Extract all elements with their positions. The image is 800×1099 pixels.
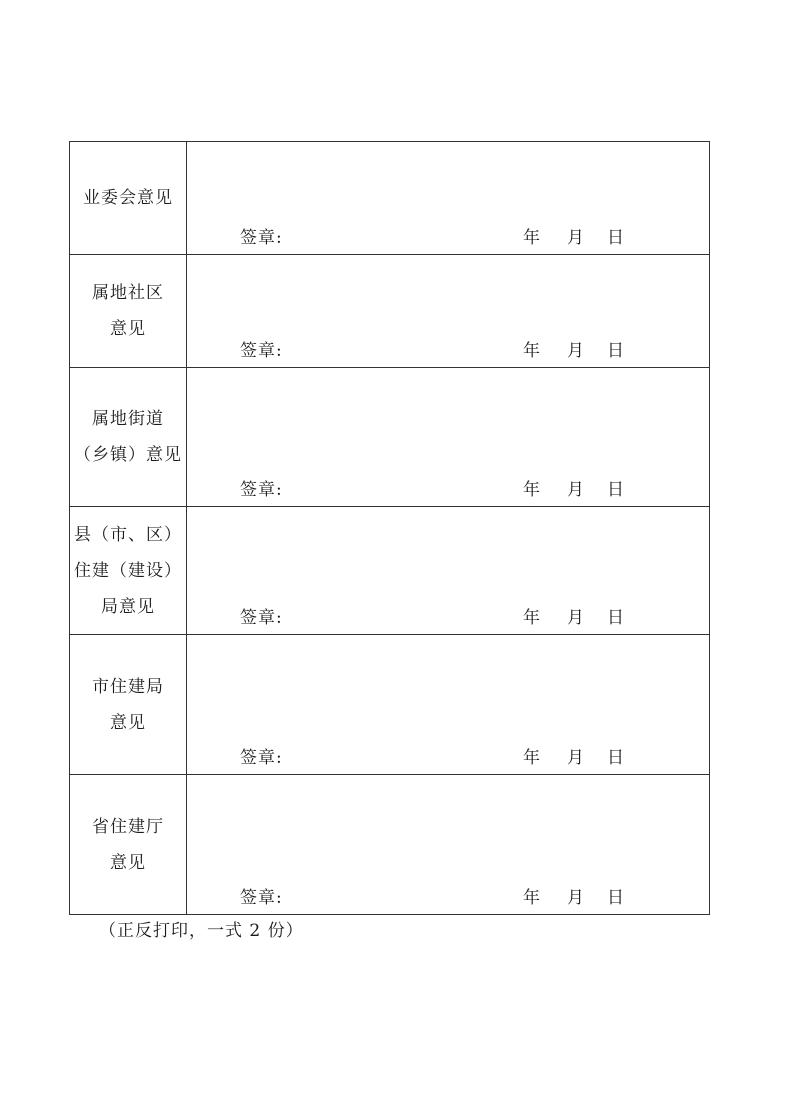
date-line bbox=[523, 603, 624, 628]
signature-label: 签章: bbox=[240, 228, 283, 248]
table-row bbox=[70, 142, 710, 255]
table-row bbox=[70, 507, 710, 635]
row-label-line: 属地社区 bbox=[92, 283, 164, 303]
date-month-label: 月 bbox=[567, 341, 584, 361]
row-label-provincial-housing-dept bbox=[70, 775, 187, 915]
date-day-label: 日 bbox=[607, 341, 624, 361]
date-month-label: 月 bbox=[567, 748, 584, 768]
signature-label: 签章: bbox=[240, 480, 283, 500]
date-month-label: 月 bbox=[567, 608, 584, 628]
date-month-label: 月 bbox=[567, 228, 584, 248]
approval-opinion-table bbox=[69, 141, 710, 915]
opinion-field-city-housing-bureau[interactable] bbox=[187, 635, 710, 775]
date-line bbox=[523, 475, 624, 500]
row-label-line: 意见 bbox=[110, 319, 146, 339]
date-line bbox=[523, 336, 624, 361]
row-label-owners-committee bbox=[70, 142, 187, 255]
date-day-label: 日 bbox=[607, 480, 624, 500]
row-label-line: 属地街道 bbox=[92, 409, 164, 429]
table-row bbox=[70, 635, 710, 775]
date-day-label: 日 bbox=[607, 608, 624, 628]
signature-label: 签章: bbox=[240, 888, 283, 908]
signature-label: 签章: bbox=[240, 748, 283, 768]
table-row bbox=[70, 255, 710, 368]
row-label-line: 住建（建设） bbox=[74, 560, 182, 581]
date-year-label: 年 bbox=[523, 228, 540, 248]
opinion-field-subdistrict[interactable] bbox=[187, 368, 710, 507]
row-label-line: 业委会意见 bbox=[83, 188, 173, 208]
date-month-label: 月 bbox=[567, 480, 584, 500]
row-label-line: 省住建厅 bbox=[92, 816, 164, 837]
row-label-line: 意见 bbox=[110, 852, 146, 873]
date-line bbox=[523, 743, 624, 768]
opinion-field-local-community[interactable] bbox=[187, 255, 710, 368]
signature-label: 签章: bbox=[240, 608, 283, 628]
date-day-label: 日 bbox=[607, 888, 624, 908]
date-year-label: 年 bbox=[523, 888, 540, 908]
opinion-field-provincial-housing-dept[interactable] bbox=[187, 775, 710, 915]
date-month-label: 月 bbox=[567, 888, 584, 908]
date-day-label: 日 bbox=[607, 228, 624, 248]
row-label-county-housing-bureau bbox=[70, 507, 187, 635]
opinion-field-owners-committee[interactable] bbox=[187, 142, 710, 255]
opinion-field-county-housing-bureau[interactable] bbox=[187, 507, 710, 635]
date-year-label: 年 bbox=[523, 480, 540, 500]
date-line bbox=[523, 883, 624, 908]
row-label-line: 市住建局 bbox=[92, 676, 164, 697]
row-label-subdistrict bbox=[70, 368, 187, 507]
date-day-label: 日 bbox=[607, 748, 624, 768]
row-label-line: 局意见 bbox=[101, 596, 155, 617]
row-label-line: 县（市、区） bbox=[74, 524, 182, 545]
row-label-local-community bbox=[70, 255, 187, 368]
row-label-line: 意见 bbox=[110, 712, 146, 733]
date-year-label: 年 bbox=[523, 608, 540, 628]
date-line bbox=[523, 223, 624, 248]
signature-label: 签章: bbox=[240, 341, 283, 361]
table-row bbox=[70, 368, 710, 507]
print-instructions-note: （正反打印，一式 2 份） bbox=[99, 921, 304, 941]
date-year-label: 年 bbox=[523, 341, 540, 361]
date-year-label: 年 bbox=[523, 748, 540, 768]
row-label-line: （乡镇）意见 bbox=[74, 445, 182, 465]
row-label-city-housing-bureau bbox=[70, 635, 187, 775]
table-row bbox=[70, 775, 710, 915]
